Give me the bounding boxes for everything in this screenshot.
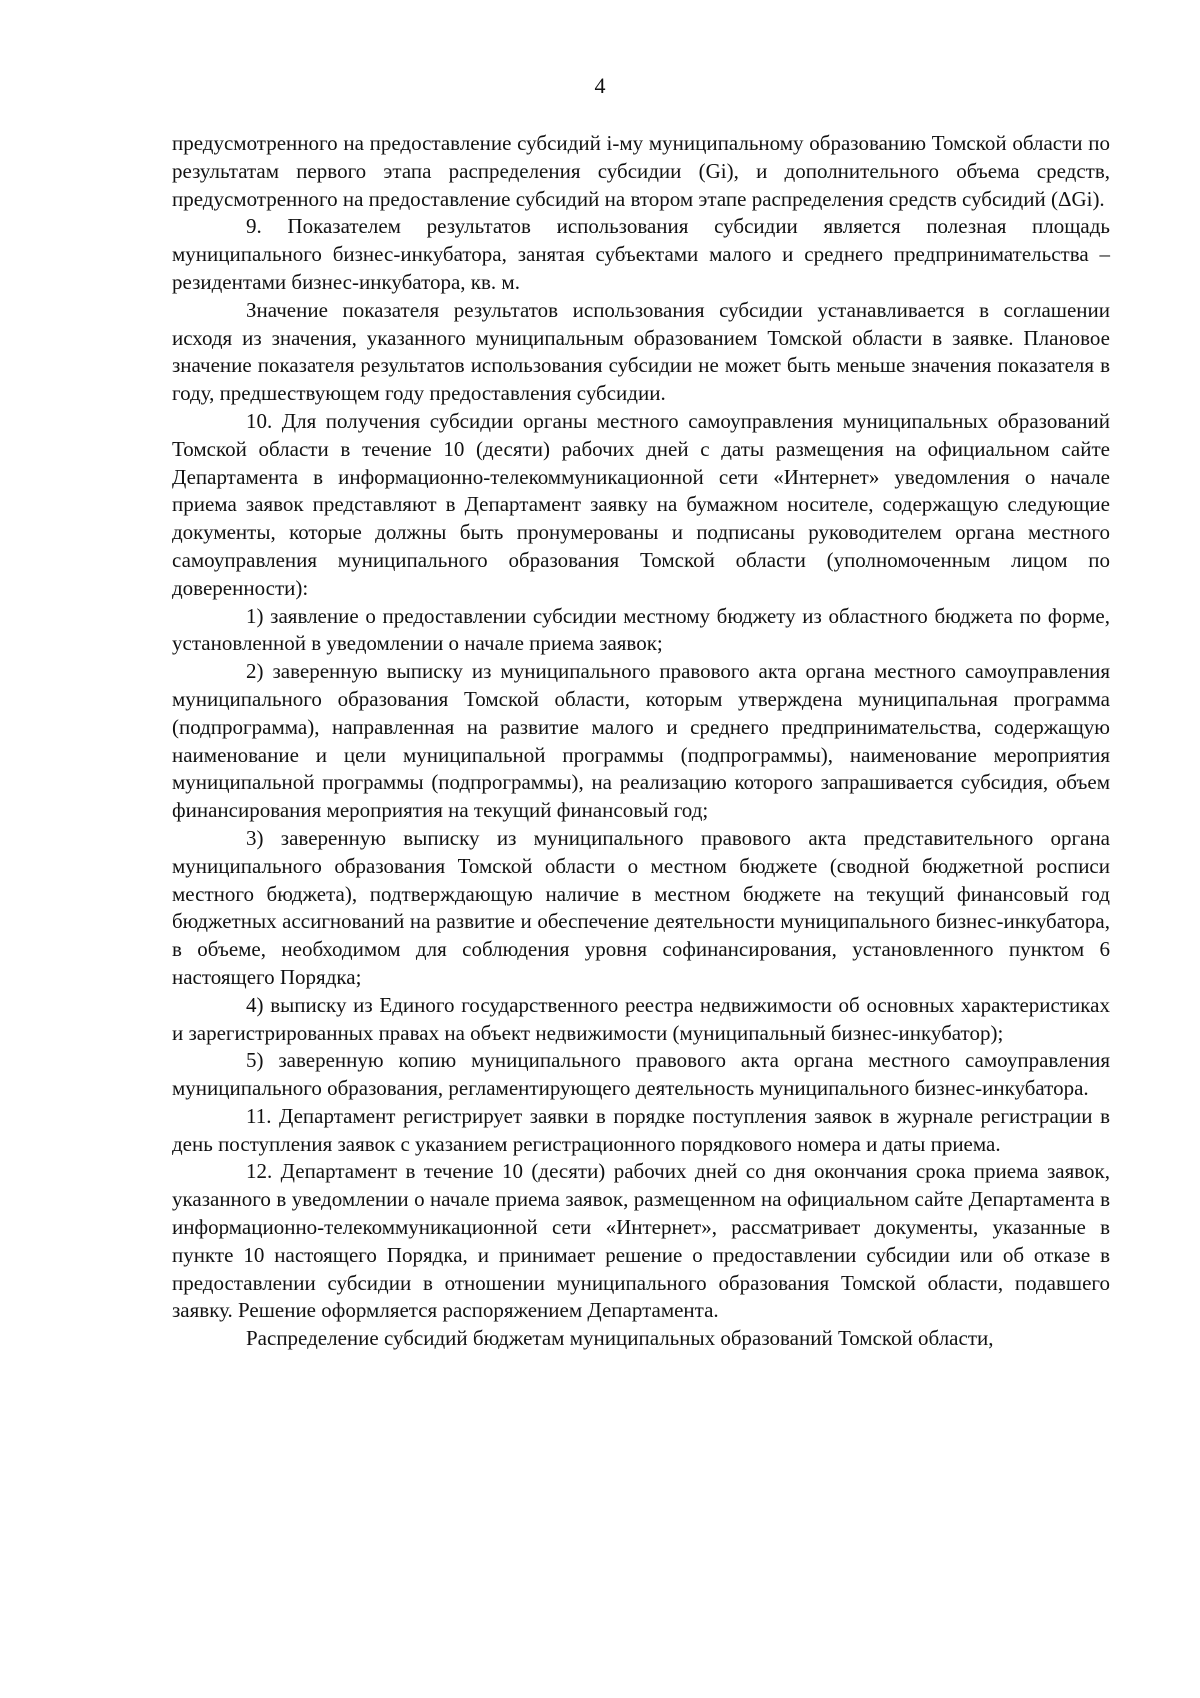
list-item-2: 2) заверенную выписку из муниципального правового акта органа местного самоуправления муниципального образования Томской области, которым утверждена муниципальная программа (подпрограмма), направленная на развитие малого и среднего предпринимательства, содержащую наименование и цели муниципальной программы (подпрограммы), наименование мероприятия муниципальной программы (подпрограммы), на реализацию которого запрашивается субсидия, объем финансирования мероприятия на текущий финансовый год; [172,659,1110,823]
list-item-1: 1) заявление о предоставлении субсидии местному бюджету из областного бюджета по форме, установленной в уведомлении о начале приема заявок; [172,603,1110,656]
list-item-4: 4) выписку из Единого государственного реестра недвижимости об основных характеристиках и зарегистрированных правах на объект недвижимости (муниципальный бизнес-инкубатор); [172,992,1110,1045]
paragraph-item-9: 9. Показателем результатов использования субсидии является полезная площадь муниципального бизнес-инкубатора, занятая субъектами малого и среднего предпринимательства – резидентами бизнес-инкубатора, кв. м. [172,214,1110,294]
page-number: 4 [594,73,606,98]
paragraph-item-12: 12. Департамент в течение 10 (десяти) рабочих дней со дня окончания срока приема заявок, указанного в уведомлении о начале приема заявок, размещенном на официальном сайте Департамента в информационно-телекоммуникационной сети «Интернет», рассматривает документы, указанные в пункте 10 настоящего Порядка, и принимает решение о предоставлении субсидии или об отказе в предоставлении субсидии в отношении муниципального образования Томской области, подавшего заявку. Решение оформляется распоряжением Департамента. [172,1159,1110,1323]
paragraph-item-11: 11. Департамент регистрирует заявки в порядке поступления заявок в журнале регистрации в день поступления заявок с указанием регистрационного порядкового номера и даты приема. [172,1103,1110,1156]
document-body [172,130,1110,1353]
paragraph-continuation: предусмотренного на предоставление субсидий i-му муниципальному образованию Томской области по результатам первого этапа распределения субсидии (Gi), и дополнительного объема средств, предусмотренного на предоставление субсидий на втором этапе распределения средств субсидий (ΔGi). [172,131,1110,211]
paragraph-item-10: 10. Для получения субсидии органы местного самоуправления муниципальных образований Томской области в течение 10 (десяти) рабочих дней с даты размещения на официальном сайте Департамента в информационно-телекоммуникационной сети «Интернет» уведомления о начале приема заявок представляют в Департамент заявку на бумажном носителе, содержащую следующие документы, которые должны быть пронумерованы и подписаны руководителем органа местного самоуправления муниципального образования Томской области (уполномоченным лицом по доверенности): [172,408,1110,600]
paragraph-indicator-value: Значение показателя результатов использования субсидии устанавливается в соглашении исходя из значения, указанного муниципальным образованием Томской области в заявке. Плановое значение показателя результатов использования субсидии не может быть меньше значения показателя в году, предшествующем году предоставления субсидии. [172,297,1110,406]
list-item-5: 5) заверенную копию муниципального правового акта органа местного самоуправления муниципального образования, регламентирующего деятельность муниципального бизнес-инкубатора. [172,1048,1110,1101]
list-item-3: 3) заверенную выписку из муниципального правового акта представительного органа муниципального образования Томской области о местном бюджете (сводной бюджетной росписи местного бюджета), подтверждающую наличие в местном бюджете на текущий финансовый год бюджетных ассигнований на развитие и обеспечение деятельности муниципального бизнес-инкубатора, в объеме, необходимом для соблюдения уровня софинансирования, установленного пунктом 6 настоящего Порядка; [172,825,1110,989]
paragraph-distribution: Распределение субсидий бюджетам муниципальных образований Томской области, [246,1326,994,1351]
